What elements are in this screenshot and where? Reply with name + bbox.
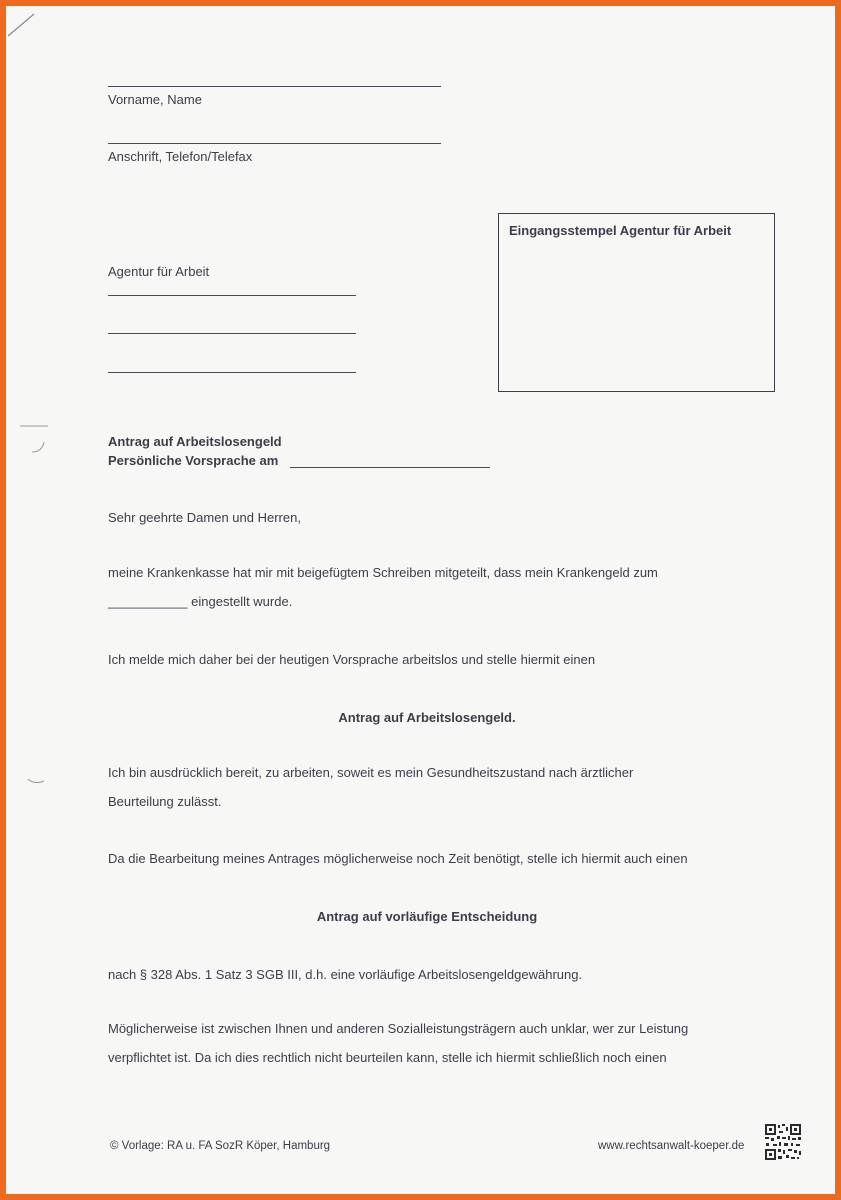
paragraph-willing: [108, 758, 750, 816]
name-line[interactable]: [108, 86, 441, 87]
address-label: Anschrift, Telefon/Telefax: [108, 149, 253, 164]
paragraph-processing: Da die Bearbeitung meines Antrages möglicherweise noch Zeit benötigt, stelle ich hiermit auch einen: [108, 851, 688, 866]
recipient-line-1[interactable]: [108, 295, 356, 296]
qr-code-icon: [764, 1123, 802, 1161]
subject-line-1: Antrag auf Arbeitslosengeld: [108, 434, 282, 449]
paragraph-other-carriers-line-1: Möglicherweise ist zwischen Ihnen und anderen Sozialleistungsträgern auch unklar, wer zur Leistung: [108, 1021, 689, 1036]
stamp-box-title: Eingangsstempel Agentur für Arbeit: [509, 223, 732, 238]
recipient-line-3[interactable]: [108, 372, 356, 373]
paragraph-sickpay: [108, 558, 750, 616]
paragraph-other-carriers-line-2: verpflichtet ist. Da ich dies rechtlich nicht beurteilen kann, stelle ich hiermit schließlich noch einen: [108, 1050, 667, 1065]
paragraph-sickpay-line-1: meine Krankenkasse hat mir mit beigefügtem Schreiben mitgeteilt, dass mein Krankengeld zum: [108, 565, 658, 580]
subject-line-2: Persönliche Vorsprache am: [108, 453, 279, 468]
punch-hole-mark-icon: [24, 771, 54, 791]
punch-hole-mark-icon: [18, 424, 58, 464]
footer-website[interactable]: www.rechtsanwalt-koeper.de: [598, 1140, 745, 1152]
appointment-date-line[interactable]: [290, 467, 490, 468]
heading-unemployment-benefit: Antrag auf Arbeitslosengeld.: [338, 710, 516, 725]
paragraph-willing-line-2: Beurteilung zulässt.: [108, 794, 222, 809]
address-line[interactable]: [108, 143, 441, 144]
paragraph-register: Ich melde mich daher bei der heutigen Vorsprache arbeitslos und stelle hiermit einen: [108, 652, 596, 667]
salutation: Sehr geehrte Damen und Herren,: [108, 510, 301, 525]
fold-mark-icon: [6, 6, 46, 46]
heading-provisional-decision: Antrag auf vorläufige Entscheidung: [316, 909, 538, 924]
document-page: [6, 6, 835, 1194]
paragraph-sickpay-line-2-text: eingestellt wurde.: [187, 594, 293, 609]
footer-template-credit: © Vorlage: RA u. FA SozR Köper, Hamburg: [110, 1140, 331, 1152]
end-date-blank[interactable]: ___________: [108, 594, 188, 609]
name-label: Vorname, Name: [108, 92, 202, 107]
entry-stamp-box: [498, 213, 775, 392]
paragraph-sickpay-line-2: [108, 587, 750, 616]
paragraph-legal-basis: nach § 328 Abs. 1 Satz 3 SGB III, d.h. eine vorläufige Arbeitslosengeldgewährung.: [108, 967, 583, 982]
paragraph-willing-line-1: Ich bin ausdrücklich bereit, zu arbeiten, soweit es mein Gesundheitszustand nach ärztlicher: [108, 765, 634, 780]
paragraph-other-carriers: [108, 1014, 750, 1072]
recipient-line-2[interactable]: [108, 333, 356, 334]
recipient-label: Agentur für Arbeit: [108, 264, 210, 279]
